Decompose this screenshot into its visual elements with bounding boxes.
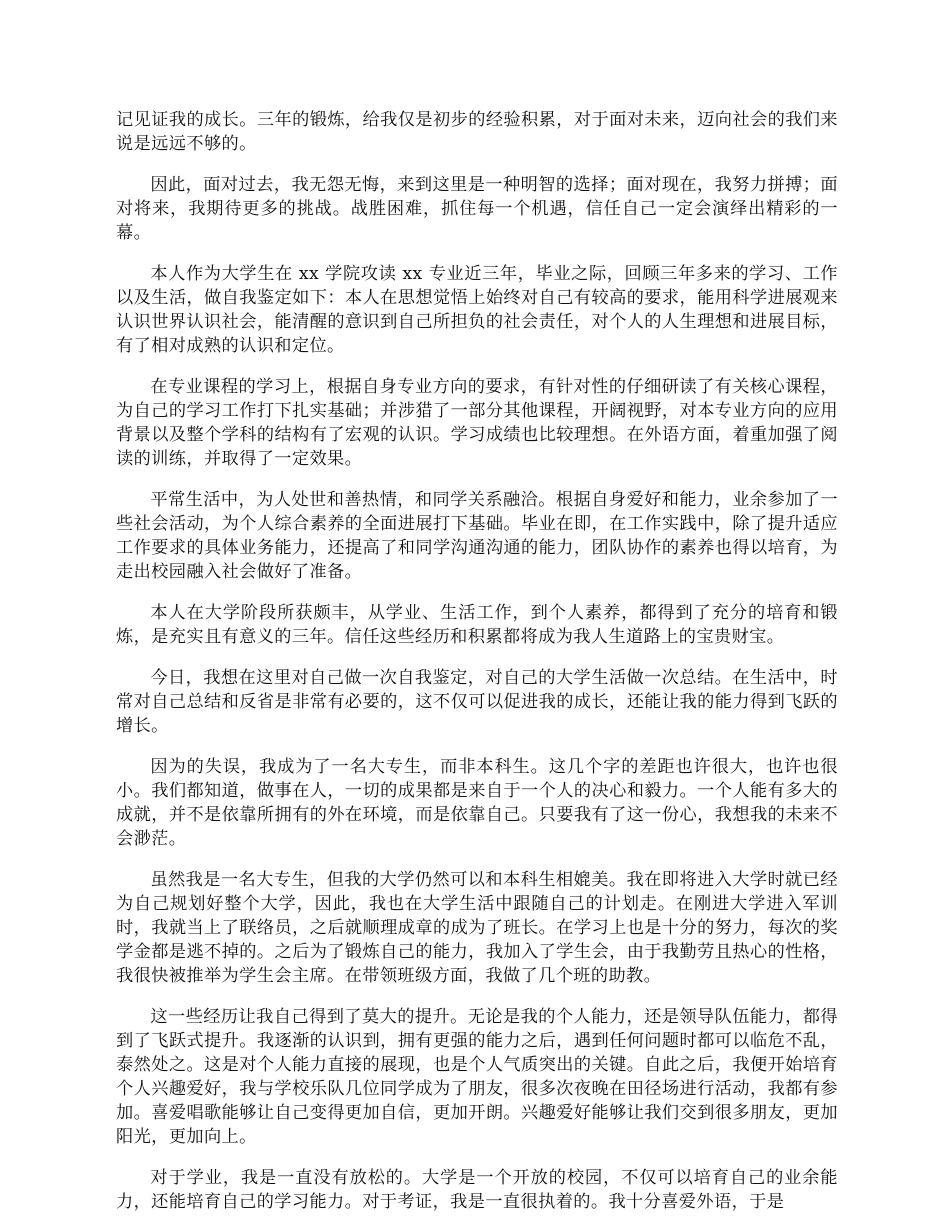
paragraph: 因此，面对过去，我无怨无悔，来到这里是一种明智的选择；面对现在，我努力拼搏；面对将来，我期待更多的挑战。战胜困难，抓住每一个机遇，信任自己一定会演绎出精彩的一幕。: [116, 175, 838, 243]
paragraph: 在专业课程的学习上，根据自身专业方向的要求，有针对性的仔细研读了有关核心课程，为自己的学习工作打下扎实基础；并涉猎了一部分其他课程，开阔视野，对本专业方向的应用背景以及整个学科的结构有了宏观的认识。学习成绩也比较理想。在外语方面，着重加强了阅读的训练，并取得了一定效果。: [116, 377, 838, 469]
paragraph: 这一些经历让我自己得到了莫大的提升。无论是我的个人能力，还是领导队伍能力，都得到了飞跃式提升。我逐渐的认识到，拥有更强的能力之后，遇到任何问题时都可以临危不乱，泰然处之。这是对个人能力直接的展现，也是个人气质突出的关键。自此之后，我便开始培育个人兴趣爱好，我与学校乐队几位同学成为了朋友，很多次夜晚在田径场进行活动，我都有参加。喜爱唱歌能够让自己变得更加自信，更加开朗。兴趣爱好能够让我们交到很多朋友，更加阳光，更加向上。: [116, 1007, 838, 1147]
paragraph: 记见证我的成长。三年的锻炼，给我仅是初步的经验积累，对于面对未来，迈向社会的我们来说是远远不够的。: [116, 110, 838, 154]
paragraph: 对于学业，我是一直没有放松的。大学是一个开放的校园，不仅可以培育自己的业余能力，还能培育自己的学习能力。对于考证，我是一直很执着的。我十分喜爱外语，于是: [116, 1168, 838, 1212]
paragraph: 因为的失误，我成为了一名大专生，而非本科生。这几个字的差距也许很大，也许也很小。我们都知道，做事在人，一切的成果都是来自于一个人的决心和毅力。一个人能有多大的成就，并不是依靠所拥有的外在环境，而是依靠自己。只要我有了这一份心，我想我的未来不会渺茫。: [116, 757, 838, 849]
paragraph: 虽然我是一名大专生，但我的大学仍然可以和本科生相媲美。我在即将进入大学时就已经为自己规划好整个大学，因此，我也在大学生活中跟随自己的计划走。在刚进大学进入军训时，我就当上了联络员，之后就顺理成章的成为了班长。在学习上也是十分的努力，每次的奖学金都是逃不掉的。之后为了锻炼自己的能力，我加入了学生会，由于我勤劳且热心的性格，我很快被推举为学生会主席。在带领班级方面，我做了几个班的助教。: [116, 870, 838, 986]
paragraph: 本人作为大学生在 xx 学院攻读 xx 专业近三年，毕业之际，回顾三年多来的学习、工作以及生活，做自我鉴定如下：本人在思想觉悟上始终对自己有较高的要求，能用科学进展观来认识世界认识社会，能清醒的意识到自己所担负的社会责任，对个人的人生理想和进展目标，有了相对成熟的认识和定位。: [116, 264, 838, 356]
paragraph: 本人在大学阶段所获颇丰，从学业、生活工作，到个人素养，都得到了充分的培育和锻炼，是充实且有意义的三年。信任这些经历和积累都将成为我人生道路上的宝贵财宝。: [116, 603, 838, 647]
paragraph: 今日，我想在这里对自己做一次自我鉴定，对自己的大学生活做一次总结。在生活中，时常对自己总结和反省是非常有必要的，这不仅可以促进我的成长，还能让我的能力得到飞跃的增长。: [116, 668, 838, 736]
document-page: [116, 108, 838, 1231]
paragraph: 平常生活中，为人处世和善热情，和同学关系融洽。根据自身爱好和能力，业余参加了一些社会活动，为个人综合素养的全面进展打下基础。毕业在即，在工作实践中，除了提升适应工作要求的具体业务能力，还提高了和同学沟通沟通的能力，团队协作的素养也得以培育，为走出校园融入社会做好了准备。: [116, 490, 838, 582]
